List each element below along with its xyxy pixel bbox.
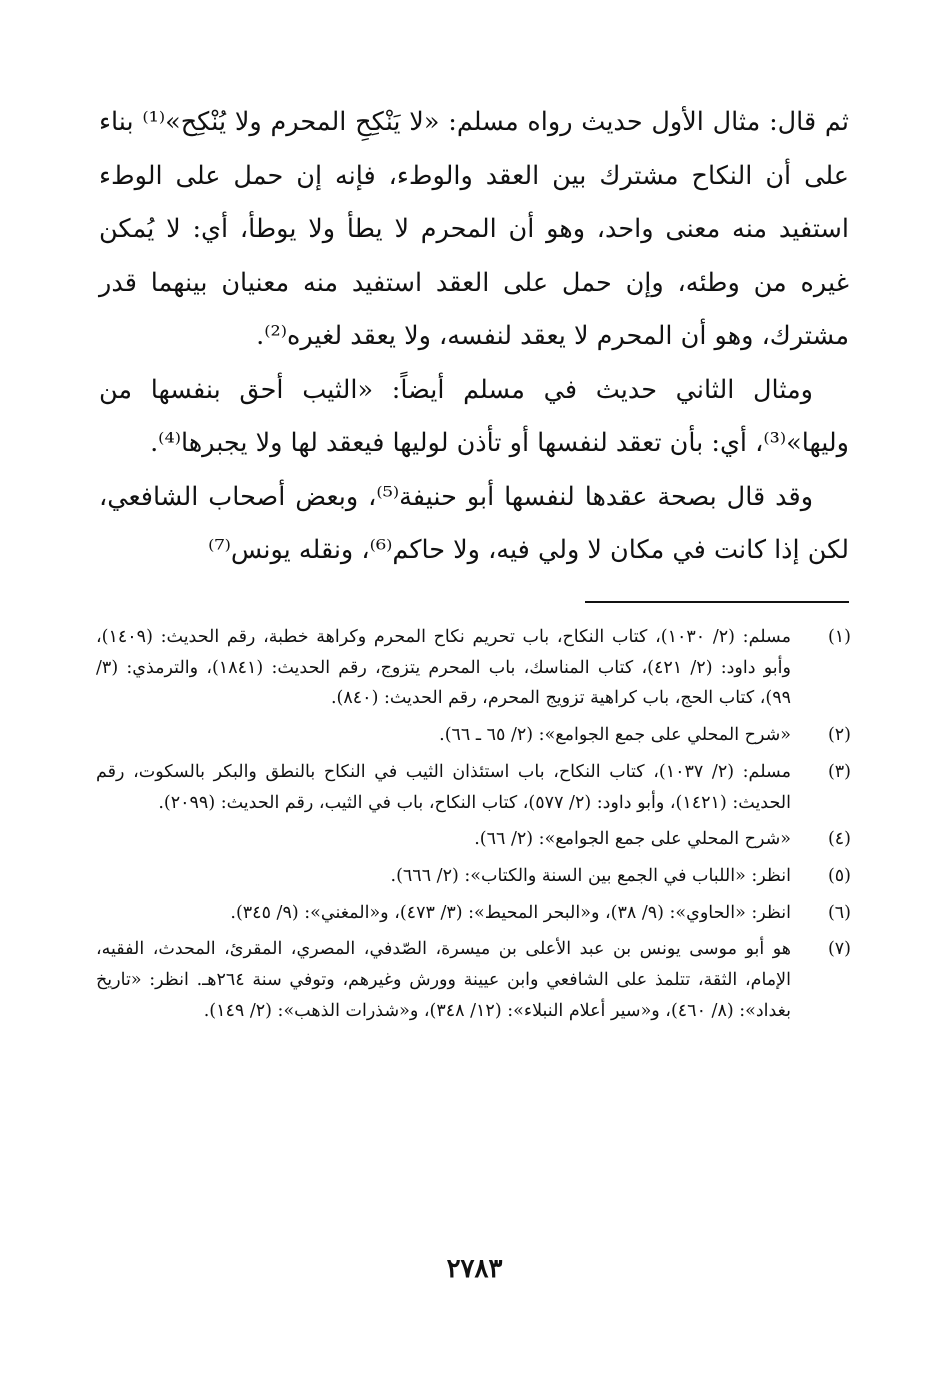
footnote (96, 824, 851, 855)
footnote-text: «شرح المحلي على جمع الجوامع»: (٢/ ٦٦). (474, 829, 791, 850)
footnote-text: «شرح المحلي على جمع الجوامع»: (٢/ ٦٥ ـ ٦٦). (439, 725, 791, 746)
footnote-text: هو أبو موسى يونس بن عبد الأعلى بن ميسرة، الصّدفي، المصري، المقرئ، المحدث، الفقيه، الإمام، الثقة، تتلمذ على الشافعي وابن عيينة وورش وغيرهم، وتوفي سنة ٢٦٤هـ. انظر: «تاريخ بغداد»: (٨/ ٤٦٠)، و«سير أعلام النبلاء»: (١٢/ ٣٤٨)، و«شذرات الذهب»: (٢/ ١٤٩). (96, 939, 791, 1021)
footnote-number: (٦) (827, 902, 851, 923)
footnote-number: (١) (827, 627, 851, 647)
footnote-text: انظر: «الحاوي»: (٩/ ٣٨)، و«البحر المحيط»: (٣/ ٤٧٣)، و«المغني»: (٩/ ٣٤٥). (230, 902, 791, 923)
footnote (96, 757, 851, 818)
footnote-number: (٤) (827, 829, 851, 850)
footnote-separator (585, 601, 849, 603)
footnote (96, 934, 851, 1026)
footnote (96, 720, 851, 751)
footnote-text: مسلم: (٢/ ١٠٣٧)، كتاب النكاح، باب استئذان الثيب في النكاح بالنطق والبكر بالسكوت، رقم الحديث: (١٤٢١)، وأبو داود: (٢/ ٥٧٧)، كتاب النكاح، باب في الثيب، رقم الحديث: (٢٠٩٩). (96, 761, 791, 813)
paragraph: ومثال الثاني حديث في مسلم أيضاً: «الثيب أحق بنفسها من وليها»⁽³⁾، أي: بأن تعقد لنفسها أو تأذن لوليها فيعقد لها ولا يجبرها⁽⁴⁾. (99, 374, 849, 458)
footnotes (96, 622, 851, 1032)
footnote-number: (٣) (827, 761, 851, 782)
footnote-text: انظر: «اللباب في الجمع بين السنة والكتاب»: (٢/ ٦٦٦). (390, 865, 791, 886)
footnote (96, 622, 851, 714)
footnote-number: (٧) (827, 939, 851, 960)
footnote (96, 898, 851, 929)
footnote-text: مسلم: (٢/ ١٠٣٠)، كتاب النكاح، باب تحريم نكاح المحرم وكراهة خطبة، رقم الحديث: (١٤٠٩)، وأبو داود: (٢/ ٤٢١)، كتاب المناسك، باب المحرم يتزوج، رقم الحديث: (١٨٤١)، والترمذي: (٣/ ٩٩)، كتاب الحج، باب كراهية تزويج المحرم، رقم الحديث: (٨٤٠). (96, 627, 792, 709)
paragraph: ثم قال: مثال الأول حديث رواه مسلم: «لا يَنْكِحِ المحرم ولا يُنْكِح»⁽¹⁾ بناء على أن النكاح مشترك بين العقد والوطء، فإنه إن حمل على الوطء استفيد منه معنى واحد، وهو أن المحرم لا يطأ ولا يوطأ، أي: لا يُمكن غيره من وطئه، وإن حمل على العقد استفيد منه معنيان بينهما قدر مشترك، وهو أن المحرم لا يعقد لنفسه، ولا يعقد لغيره⁽²⁾. (99, 107, 849, 351)
page-number: ٢٧٨٣ (446, 1254, 503, 1284)
footnote (96, 861, 851, 892)
footnote-number: (٢) (827, 725, 851, 746)
paragraph: وقد قال بصحة عقدها لنفسها أبو حنيفة⁽⁵⁾، وبعض أصحاب الشافعي، لكن إذا كانت في مكان لا ولي فيه، ولا حاكم⁽⁶⁾، ونقله يونس⁽⁷⁾ (99, 481, 849, 565)
footnote-number: (٥) (827, 865, 851, 886)
main-text (99, 96, 849, 578)
